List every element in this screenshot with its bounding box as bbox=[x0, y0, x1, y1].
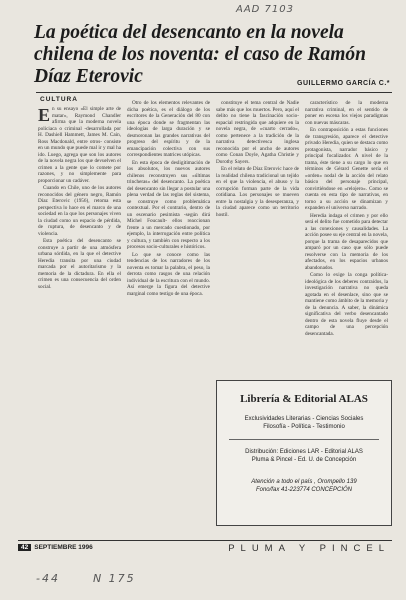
paragraph: En el relato de Díaz Eterovic hace de la realidad chilena tradicional un tejido en el que la violencia, el abuso y la corrupción forman parte de la vida cotidiana. Los personajes se mueven entre la nostalgia y la desesperanza, y la ciudad aparece como un territorio hostil. bbox=[216, 166, 299, 218]
issue-date: SEPTIEMBRE 1996 bbox=[34, 544, 93, 551]
article-column-2 bbox=[127, 100, 210, 536]
bookstore-advertisement bbox=[216, 380, 392, 526]
ad-bookstore-name: Librería & Editorial ALAS bbox=[240, 393, 368, 405]
paragraph: Heredia indaga el crimen y por ello será el delito fue cometido para detectar a las conexiones y causalidades. La acción posee su eje central en la novela, porque la trama de desaparecidos que amparó por un caso que sólo puede resolverse con la memoria de los afectados, en los espacios urbanos abandonados. bbox=[305, 212, 388, 271]
drop-cap: E bbox=[38, 106, 51, 125]
article-title: La poética del desencanto en la novela chilena de los noventa: el caso de Ramón Díaz Eterovic bbox=[34, 22, 367, 87]
paragraph: Como lo exige la conga política-ideológica de los deberes contraídos, la investigación narrativa no queda agotada en el desenlace, sino que se mantiene como ámbito de la memoria y de la denuncia. A saber, la dinámica significativa del verbo desencantado dentro de esta novela fluye desde el campo de una percepción desencantada. bbox=[305, 272, 388, 337]
page-number: 42 bbox=[18, 544, 31, 551]
header-divider bbox=[36, 92, 392, 93]
paragraph: Lo que se conoce como las tendencias de los narradores de los noventa es tomar la palabra, el peso, la derrota como rasgos de una relación individual de la escritura con el mundo. Así emerge la figura del detective marginal como testigo de una época. bbox=[127, 251, 210, 297]
paragraph: Otro de los elementos relevantes de dicha poética, es el diálogo de los escritores de la Generación del 80 con una época donde se fragmentan las ideologías de larga duración y se desmoronan las grandes narrativas del progreso del espíritu y de la emancipación colectiva con sus correspondientes matrices utópicas. bbox=[127, 100, 210, 158]
handwritten-archive-code: AAD 7103 bbox=[236, 4, 295, 15]
magazine-name: PLUMA Y PINCEL bbox=[228, 543, 390, 554]
handwritten-page-note: -44 N 175 bbox=[36, 572, 136, 585]
paragraph: Esta poética del desencanto se construye a partir de una atmósfera urbana sórdida, en la que el detective Heredia transita por una ciudad marcada por el autoritarismo y la memoria de la dictadura. En ella el crimen es una consecuencia del orden social. bbox=[38, 238, 121, 290]
ad-divider bbox=[229, 439, 379, 440]
ad-address: Atención a todo el país , Orompello 139 Fono/fax 41-223774 CONCEPCIÓN bbox=[251, 479, 357, 493]
article-author: GUILLERMO GARCÍA C.* bbox=[297, 80, 390, 87]
article-column-1 bbox=[38, 106, 121, 534]
paragraph: constituye el tema central de Nadie sabe más que los muertos. Pero, aquí el delito no tiene la fascinación socio-espacial restringida que adquiere en la novela negra, de «cuarto cerrado», como pertenece a la tradición de la narrativa detectivesca inglesa reconocida por el ancho de autores como Conan Doyle, Agatha Christie y Dorothy Sayers. bbox=[216, 100, 299, 165]
paragraph: En esta época de desligitimación de los absolutos, los nuevos autores chilenos reconstruyen sus «últimas trincheras» del desencanto. La poética del desencanto sin llegar a postular una plena verdad de las reglas del sistema, se construye como problemática contextual. Por el contrario, dentro de un escenario pesimista -según dirá Michel Foucault- ellos reaccionan frente a un mercado cuestionado, por ejemplo, la interrogación entre política y cultura, y también con respecto a los procesos socio-culturales e históricos. bbox=[127, 159, 210, 250]
paragraph: En contraposición a estas funciones de transgresión, aparece el detective privado Heredia, quien se destaca como protagonista, narrador básico y principal focalizador. A nivel de la trama, éste tiene a su cargo lo que en términos de Gérard Genette sería el «orden» nodal de la acción del relato básico del personaje principal, convirtiéndose en «relojero». Como se cuenta en esta tipo de narrativas, en torno a su acción se dinamizan y expanden el universo narrado. bbox=[305, 127, 388, 211]
footer-divider bbox=[18, 540, 392, 541]
paragraph: Cuando en Chile, uno de los autores reconocidos del género negro, Ramón Díaz Eterovic (1956), retoma esta perspectiva lo hace en el marco de una sociedad en la que los personajes viven la ciudad como un espacio de pérdida, de ruptura, de desencanto y de violencia. bbox=[38, 185, 121, 237]
article-column-4 bbox=[305, 100, 388, 376]
footer-issue-info bbox=[18, 544, 93, 551]
article-column-3 bbox=[216, 100, 299, 376]
paragraph: n su ensayo «El simple arte de matar», Raymond Chandler afirma que la moderna novela policiaca o criminal -desarrollada por H. Dashiell Hammett, James M. Cain, Ross Macdonald, entre otros- consiste en un mundo que puede mal ir y mal ha ido. Luego, agrega que son los autores de la novela negra los que devuelven el crimen a la gente que lo comete por razones, y no simplemente para proporcionar un cadáver. bbox=[38, 106, 121, 184]
paragraph: característico de la moderna narrativa criminal, en el sentido de poner en escena los viejos paradigmas con nuevas máscaras. bbox=[305, 100, 388, 126]
ad-distribution: Distribución: Ediciones LAR - Editorial ALAS Pluma & Pincel - Ed. U. de Concepción bbox=[245, 449, 363, 463]
section-label: CULTURA bbox=[40, 96, 78, 103]
ad-categories: Exclusividades Literarias - Ciencias Sociales Filosofía - Política - Testimonio bbox=[244, 416, 364, 430]
